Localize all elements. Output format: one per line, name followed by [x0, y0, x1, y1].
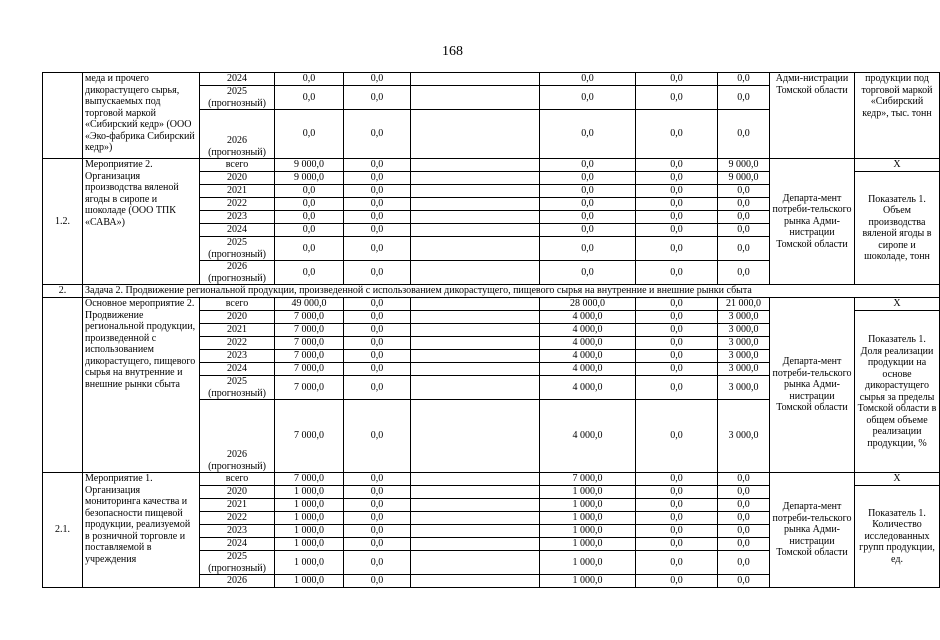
federal-cell: 0,0	[344, 198, 411, 211]
federal-cell: 0,0	[344, 211, 411, 224]
regional-cell: 0,0	[540, 261, 636, 285]
federal-cell: 0,0	[344, 86, 411, 110]
total-cell: 7 000,0	[275, 400, 344, 473]
year-cell: 2026	[200, 575, 275, 588]
executor-cell: Департа-мент потреби-тельского рынка Адми-нистрации Томской области	[770, 473, 855, 588]
regional-cell: 0,0	[540, 224, 636, 237]
regional-cell: 7 000,0	[540, 473, 636, 486]
federal-cell: 0,0	[344, 159, 411, 172]
empty-cell	[411, 363, 540, 376]
federal-cell: 0,0	[344, 486, 411, 499]
extrabudget-cell: 9 000,0	[718, 159, 770, 172]
empty-cell	[411, 512, 540, 525]
item-name: меда и прочего дикорастущего сырья, выпускаемых под торговой маркой «Сибирский кедр» (ООО «Эко-фабрика Сибирский кедр»)	[83, 73, 200, 159]
federal-cell: 0,0	[344, 538, 411, 551]
item-number: 2.1.	[43, 473, 83, 588]
extrabudget-cell: 3 000,0	[718, 311, 770, 324]
year-cell: 2020	[200, 486, 275, 499]
total-cell: 7 000,0	[275, 363, 344, 376]
item-name: Основное мероприятие 2. Продвижение региональной продукции, произведенной с использованием дикорастущего, пищевого сырья на внутренние и внешние рынки сбыта	[83, 298, 200, 473]
regional-cell: 1 000,0	[540, 525, 636, 538]
empty-cell	[411, 224, 540, 237]
regional-cell: 4 000,0	[540, 363, 636, 376]
extrabudget-cell: 21 000,0	[718, 298, 770, 311]
regional-cell: 0,0	[540, 110, 636, 159]
regional-cell: 0,0	[540, 185, 636, 198]
empty-cell	[411, 198, 540, 211]
total-cell: 7 000,0	[275, 350, 344, 363]
total-cell: 7 000,0	[275, 311, 344, 324]
extrabudget-cell: 0,0	[718, 499, 770, 512]
total-cell: 0,0	[275, 261, 344, 285]
empty-cell	[411, 350, 540, 363]
year-cell: 2026 (прогнозный)	[200, 261, 275, 285]
extrabudget-cell: 0,0	[718, 185, 770, 198]
regional-cell: 4 000,0	[540, 337, 636, 350]
regional-cell: 4 000,0	[540, 376, 636, 400]
federal-cell: 0,0	[344, 324, 411, 337]
empty-cell	[411, 551, 540, 575]
municipal-cell: 0,0	[636, 86, 718, 110]
regional-cell: 0,0	[540, 198, 636, 211]
regional-cell: 0,0	[540, 159, 636, 172]
municipal-cell: 0,0	[636, 298, 718, 311]
empty-cell	[411, 337, 540, 350]
empty-cell	[411, 499, 540, 512]
total-cell: 0,0	[275, 110, 344, 159]
year-cell: всего	[200, 159, 275, 172]
regional-cell: 1 000,0	[540, 486, 636, 499]
extrabudget-cell: 0,0	[718, 486, 770, 499]
year-cell: 2025 (прогнозный)	[200, 551, 275, 575]
federal-cell: 0,0	[344, 237, 411, 261]
federal-cell: 0,0	[344, 337, 411, 350]
federal-cell: 0,0	[344, 261, 411, 285]
task-number: 2.	[43, 285, 83, 298]
extrabudget-cell: 0,0	[718, 551, 770, 575]
empty-cell	[411, 473, 540, 486]
year-cell: 2023	[200, 211, 275, 224]
municipal-cell: 0,0	[636, 499, 718, 512]
item-number	[43, 298, 83, 473]
empty-cell	[411, 575, 540, 588]
empty-cell	[411, 211, 540, 224]
federal-cell: 0,0	[344, 110, 411, 159]
federal-cell: 0,0	[344, 298, 411, 311]
indicator-cell: Показатель 1. Объем производства вяленой ягоды в сиропе и шоколаде, тонн	[855, 172, 940, 285]
regional-cell: 1 000,0	[540, 538, 636, 551]
extrabudget-cell: 0,0	[718, 525, 770, 538]
extrabudget-cell: 3 000,0	[718, 337, 770, 350]
total-cell: 1 000,0	[275, 538, 344, 551]
extrabudget-cell: 9 000,0	[718, 172, 770, 185]
total-cell: 0,0	[275, 185, 344, 198]
table-row	[43, 473, 940, 486]
federal-cell: 0,0	[344, 499, 411, 512]
extrabudget-cell: 0,0	[718, 73, 770, 86]
executor-cell: Департа-мент потреби-тельского рынка Адми-нистрации Томской области	[770, 298, 855, 473]
indicator-cell: продукции под торговой маркой «Сибирский кедр», тыс. тонн	[855, 73, 940, 159]
total-cell: 9 000,0	[275, 159, 344, 172]
regional-cell: 0,0	[540, 73, 636, 86]
municipal-cell: 0,0	[636, 486, 718, 499]
federal-cell: 0,0	[344, 525, 411, 538]
municipal-cell: 0,0	[636, 224, 718, 237]
federal-cell: 0,0	[344, 224, 411, 237]
empty-cell	[411, 261, 540, 285]
federal-cell: 0,0	[344, 311, 411, 324]
empty-cell	[411, 110, 540, 159]
municipal-cell: 0,0	[636, 185, 718, 198]
regional-cell: 0,0	[540, 237, 636, 261]
municipal-cell: 0,0	[636, 311, 718, 324]
empty-cell	[411, 172, 540, 185]
municipal-cell: 0,0	[636, 538, 718, 551]
municipal-cell: 0,0	[636, 350, 718, 363]
extrabudget-cell: 0,0	[718, 538, 770, 551]
indicator-x: X	[855, 298, 940, 311]
regional-cell: 4 000,0	[540, 350, 636, 363]
empty-cell	[411, 185, 540, 198]
year-cell: 2024	[200, 538, 275, 551]
year-cell: 2025 (прогнозный)	[200, 376, 275, 400]
regional-cell: 28 000,0	[540, 298, 636, 311]
year-cell: всего	[200, 298, 275, 311]
year-cell: 2023	[200, 525, 275, 538]
federal-cell: 0,0	[344, 185, 411, 198]
year-cell: 2024	[200, 363, 275, 376]
task-row	[43, 285, 940, 298]
year-cell: всего	[200, 473, 275, 486]
total-cell: 0,0	[275, 224, 344, 237]
extrabudget-cell: 0,0	[718, 237, 770, 261]
federal-cell: 0,0	[344, 473, 411, 486]
total-cell: 1 000,0	[275, 551, 344, 575]
federal-cell: 0,0	[344, 363, 411, 376]
municipal-cell: 0,0	[636, 211, 718, 224]
regional-cell: 0,0	[540, 172, 636, 185]
extrabudget-cell: 3 000,0	[718, 376, 770, 400]
municipal-cell: 0,0	[636, 337, 718, 350]
municipal-cell: 0,0	[636, 159, 718, 172]
municipal-cell: 0,0	[636, 473, 718, 486]
year-cell: 2022	[200, 512, 275, 525]
federal-cell: 0,0	[344, 400, 411, 473]
empty-cell	[411, 86, 540, 110]
municipal-cell: 0,0	[636, 73, 718, 86]
year-cell: 2023	[200, 350, 275, 363]
year-cell: 2021	[200, 185, 275, 198]
table-row	[43, 73, 940, 86]
year-cell: 2022	[200, 337, 275, 350]
item-number: 1.2.	[43, 159, 83, 285]
page-number: 168	[442, 44, 463, 59]
total-cell: 1 000,0	[275, 486, 344, 499]
total-cell: 1 000,0	[275, 575, 344, 588]
executor-cell: Адми-нистрации Томской области	[770, 73, 855, 159]
item-number	[43, 73, 83, 159]
item-name: Мероприятие 1. Организация мониторинга качества и безопасности пищевой продукции, реализуемой в розничной торговле и поставляемой в учреждения	[83, 473, 200, 588]
year-cell: 2020	[200, 172, 275, 185]
extrabudget-cell: 0,0	[718, 211, 770, 224]
indicator-cell: Показатель 1. Доля реализации продукции на основе дикорастущего сырья за пределы Томской области в общем объеме реализации продукции, %	[855, 311, 940, 473]
extrabudget-cell: 3 000,0	[718, 363, 770, 376]
empty-cell	[411, 486, 540, 499]
municipal-cell: 0,0	[636, 237, 718, 261]
total-cell: 1 000,0	[275, 499, 344, 512]
empty-cell	[411, 324, 540, 337]
federal-cell: 0,0	[344, 512, 411, 525]
extrabudget-cell: 0,0	[718, 110, 770, 159]
federal-cell: 0,0	[344, 350, 411, 363]
empty-cell	[411, 311, 540, 324]
regional-cell: 1 000,0	[540, 512, 636, 525]
total-cell: 0,0	[275, 237, 344, 261]
total-cell: 1 000,0	[275, 525, 344, 538]
municipal-cell: 0,0	[636, 324, 718, 337]
municipal-cell: 0,0	[636, 551, 718, 575]
municipal-cell: 0,0	[636, 376, 718, 400]
year-cell: 2026 (прогнозный)	[200, 400, 275, 473]
total-cell: 7 000,0	[275, 324, 344, 337]
total-cell: 9 000,0	[275, 172, 344, 185]
executor-cell: Департа-мент потреби-тельского рынка Адми-нистрации Томской области	[770, 159, 855, 285]
empty-cell	[411, 159, 540, 172]
extrabudget-cell: 0,0	[718, 512, 770, 525]
municipal-cell: 0,0	[636, 400, 718, 473]
regional-cell: 1 000,0	[540, 575, 636, 588]
extrabudget-cell: 0,0	[718, 198, 770, 211]
empty-cell	[411, 73, 540, 86]
regional-cell: 4 000,0	[540, 400, 636, 473]
regional-cell: 0,0	[540, 86, 636, 110]
empty-cell	[411, 298, 540, 311]
year-cell: 2026 (прогнозный)	[200, 110, 275, 159]
federal-cell: 0,0	[344, 551, 411, 575]
municipal-cell: 0,0	[636, 525, 718, 538]
regional-cell: 4 000,0	[540, 324, 636, 337]
federal-cell: 0,0	[344, 172, 411, 185]
regional-cell: 1 000,0	[540, 551, 636, 575]
indicator-x: X	[855, 159, 940, 172]
empty-cell	[411, 538, 540, 551]
municipal-cell: 0,0	[636, 363, 718, 376]
total-cell: 7 000,0	[275, 376, 344, 400]
year-cell: 2025 (прогнозный)	[200, 86, 275, 110]
empty-cell	[411, 237, 540, 261]
total-cell: 0,0	[275, 86, 344, 110]
total-cell: 0,0	[275, 73, 344, 86]
indicator-x: X	[855, 473, 940, 486]
municipal-cell: 0,0	[636, 110, 718, 159]
extrabudget-cell: 0,0	[718, 575, 770, 588]
federal-cell: 0,0	[344, 575, 411, 588]
year-cell: 2020	[200, 311, 275, 324]
extrabudget-cell: 0,0	[718, 86, 770, 110]
year-cell: 2021	[200, 499, 275, 512]
item-name: Мероприятие 2. Организация производства вяленой ягоды в сиропе и шоколаде (ООО ТПК «САВА»)	[83, 159, 200, 285]
regional-cell: 0,0	[540, 211, 636, 224]
total-cell: 0,0	[275, 211, 344, 224]
indicator-cell: Показатель 1. Количество исследованных групп продукции, ед.	[855, 486, 940, 588]
federal-cell: 0,0	[344, 73, 411, 86]
extrabudget-cell: 0,0	[718, 473, 770, 486]
extrabudget-cell: 0,0	[718, 261, 770, 285]
federal-cell: 0,0	[344, 376, 411, 400]
table-row	[43, 298, 940, 311]
task-text: Задача 2. Продвижение региональной продукции, произведенной с использованием дикорастущего, пищевого сырья на внутренние и внешние рынки сбыта	[83, 285, 940, 298]
year-cell: 2022	[200, 198, 275, 211]
total-cell: 7 000,0	[275, 337, 344, 350]
regional-cell: 1 000,0	[540, 499, 636, 512]
total-cell: 0,0	[275, 198, 344, 211]
year-cell: 2024	[200, 73, 275, 86]
municipal-cell: 0,0	[636, 512, 718, 525]
table-row	[43, 159, 940, 172]
extrabudget-cell: 3 000,0	[718, 324, 770, 337]
empty-cell	[411, 525, 540, 538]
extrabudget-cell: 3 000,0	[718, 350, 770, 363]
year-cell: 2025 (прогнозный)	[200, 237, 275, 261]
year-cell: 2021	[200, 324, 275, 337]
regional-cell: 4 000,0	[540, 311, 636, 324]
municipal-cell: 0,0	[636, 198, 718, 211]
extrabudget-cell: 0,0	[718, 224, 770, 237]
total-cell: 7 000,0	[275, 473, 344, 486]
municipal-cell: 0,0	[636, 172, 718, 185]
extrabudget-cell: 3 000,0	[718, 400, 770, 473]
year-cell: 2024	[200, 224, 275, 237]
municipal-cell: 0,0	[636, 575, 718, 588]
municipal-cell: 0,0	[636, 261, 718, 285]
total-cell: 1 000,0	[275, 512, 344, 525]
total-cell: 49 000,0	[275, 298, 344, 311]
program-table	[42, 72, 940, 588]
empty-cell	[411, 376, 540, 400]
empty-cell	[411, 400, 540, 473]
